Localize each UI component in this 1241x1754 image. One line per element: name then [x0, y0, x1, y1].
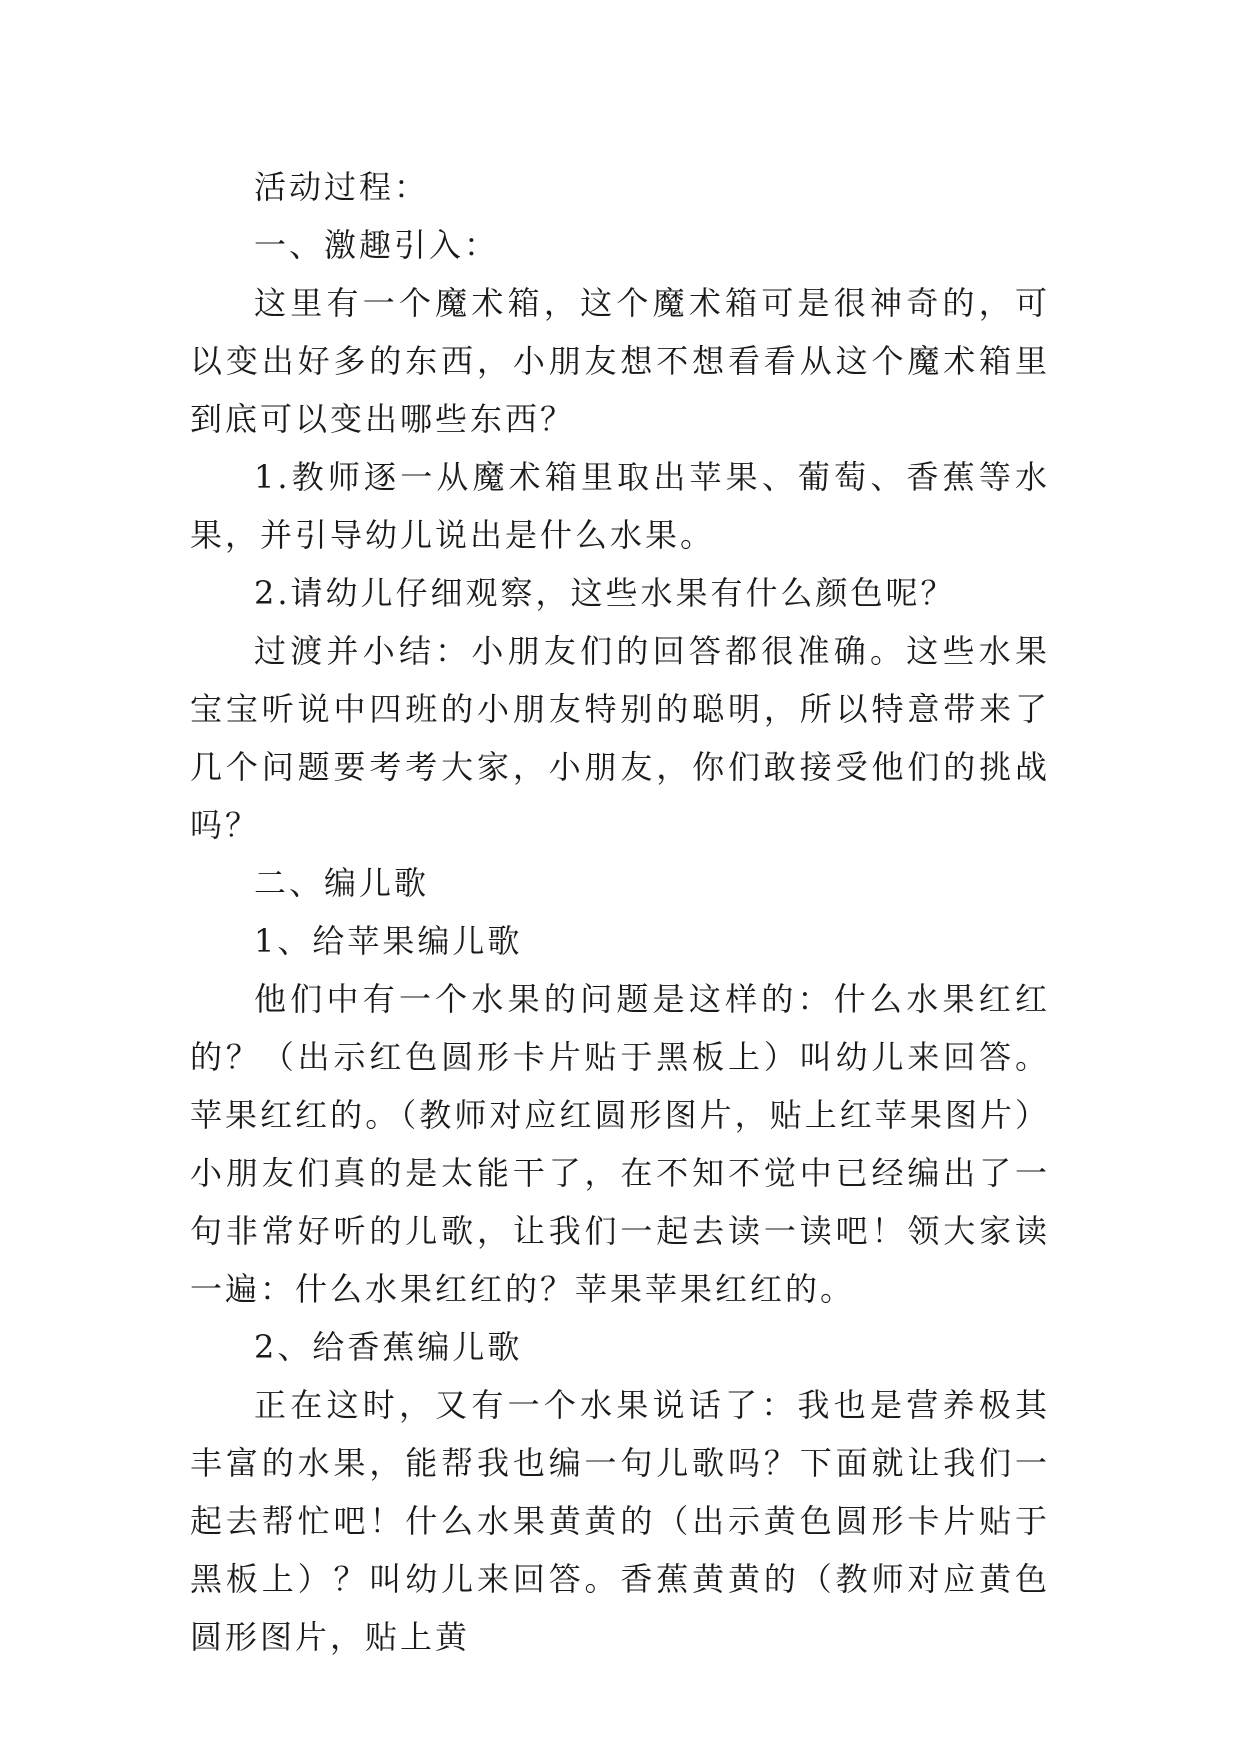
document-body: [190, 158, 1050, 1666]
subheading-banana-rhyme: 2、给香蕉编儿歌: [254, 1328, 523, 1366]
paragraph-magic-box: 这里有一个魔术箱，这个魔术箱可是很神奇的，可以变出好多的东西，小朋友想不想看看从这个魔术箱里到底可以变出哪些东西？: [190, 284, 1050, 438]
section-heading-intro: 一、激趣引入：: [254, 226, 500, 264]
section-heading-rhymes: 二、编儿歌: [254, 864, 430, 902]
paragraph-step-2: 2.请幼儿仔细观察，这些水果有什么颜色呢？: [254, 574, 956, 612]
paragraph-step-1: 1.教师逐一从魔术箱里取出苹果、葡萄、香蕉等水果，并引导幼儿说出是什么水果。: [190, 458, 1050, 554]
paragraph-apple-rhyme: 他们中有一个水果的问题是这样的：什么水果红红的？（出示红色圆形卡片贴于黑板上）叫幼儿来回答。苹果红红的。（教师对应红圆形图片，贴上红苹果图片）小朋友们真的是太能干了，在不知不觉中已经编出了一句非常好听的儿歌，让我们一起去读一读吧！领大家读一遍：什么水果红红的？苹果苹果红红的。: [190, 980, 1050, 1308]
paragraph-transition-summary: 过渡并小结：小朋友们的回答都很准确。这些水果宝宝听说中四班的小朋友特别的聪明，所以特意带来了几个问题要考考大家，小朋友，你们敢接受他们的挑战吗？: [190, 632, 1050, 844]
subheading-apple-rhyme: 1、给苹果编儿歌: [254, 922, 523, 960]
heading-activity-process: 活动过程：: [254, 168, 430, 206]
paragraph-banana-rhyme: 正在这时，又有一个水果说话了：我也是营养极其丰富的水果，能帮我也编一句儿歌吗？下面就让我们一起去帮忙吧！什么水果黄黄的（出示黄色圆形卡片贴于黑板上）？叫幼儿来回答。香蕉黄黄的（教师对应黄色圆形图片，贴上黄: [190, 1386, 1050, 1656]
